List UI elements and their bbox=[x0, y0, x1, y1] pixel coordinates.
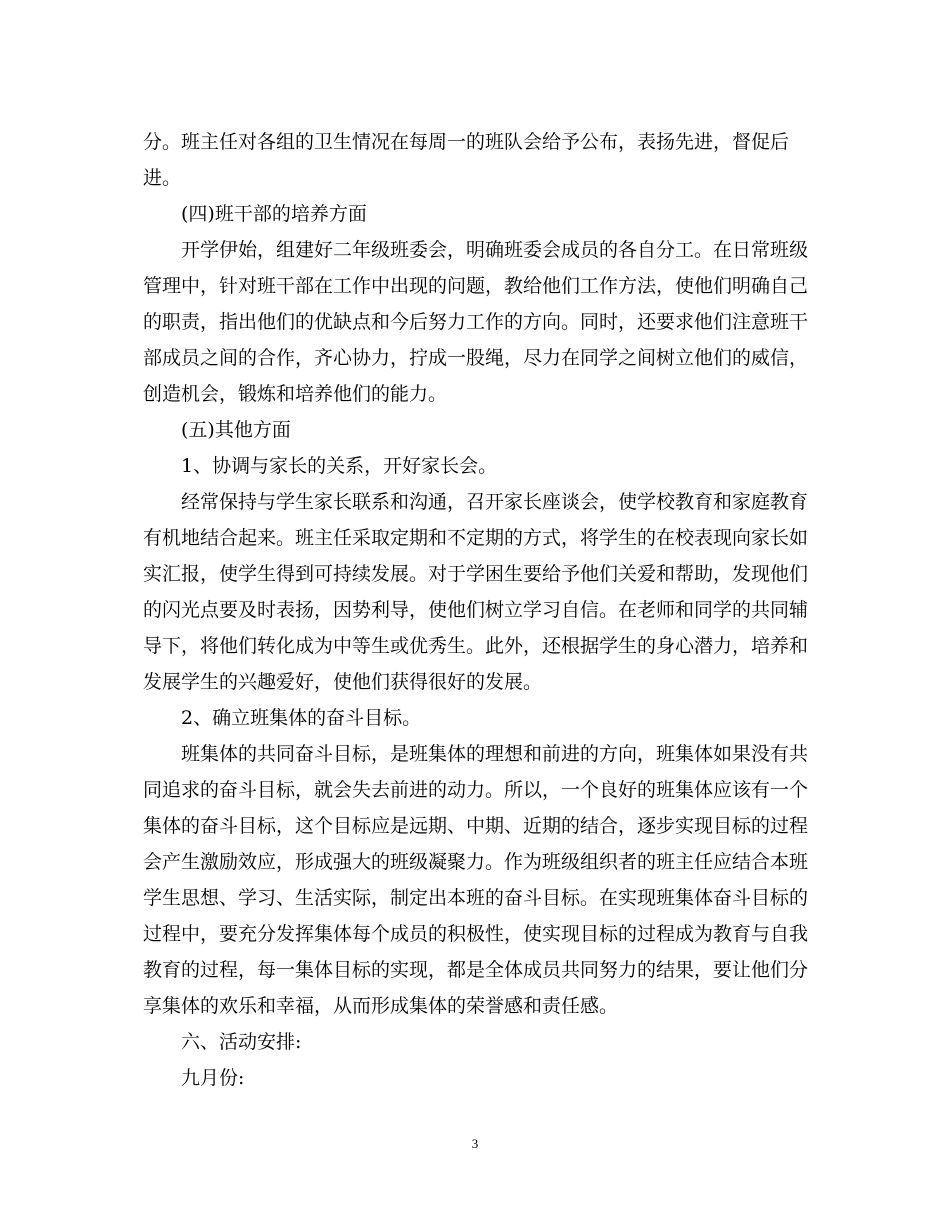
text-line: 九月份: bbox=[181, 1067, 245, 1089]
text-line: 经常保持与学生家长联系和沟通，召开家长座谈会，使学校教育和家庭教育 bbox=[181, 491, 809, 513]
text-line: 创造机会，锻炼和培养他们的能力。 bbox=[143, 383, 448, 405]
section-heading: (五)其他方面 bbox=[181, 419, 291, 441]
text-line: 导下，将他们转化成为中等生或优秀生。此外，还根据学生的身心潜力，培养和 bbox=[143, 635, 809, 657]
text-line: 的闪光点要及时表扬，因势利导，使他们树立学习自信。在老师和同学的共同辅 bbox=[143, 599, 809, 621]
section-heading: 六、活动安排: bbox=[181, 1031, 302, 1053]
text-line: 有机地结合起来。班主任采取定期和不定期的方式，将学生的在校表现向家长如 bbox=[143, 527, 809, 549]
text-line: 部成员之间的合作，齐心协力，拧成一股绳，尽力在同学之间树立他们的威信， bbox=[143, 347, 809, 369]
text-line: 班集体的共同奋斗目标，是班集体的理想和前进的方向，班集体如果没有共 bbox=[181, 743, 809, 765]
text-line: 同追求的奋斗目标，就会失去前进的动力。所以，一个良好的班集体应该有一个 bbox=[143, 779, 809, 801]
text-line: 分。班主任对各组的卫生情况在每周一的班队会给予公布，表扬先进，督促后 bbox=[143, 131, 790, 153]
text-line: 会产生激励效应，形成强大的班级凝聚力。作为班级组织者的班主任应结合本班 bbox=[143, 851, 809, 873]
text-line: 学生思想、学习、生活实际，制定出本班的奋斗目标。在实现班集体奋斗目标的 bbox=[143, 887, 809, 909]
subsection-heading: 2、确立班集体的奋斗目标。 bbox=[181, 707, 422, 729]
subsection-heading: 1、协调与家长的关系，开好家长会。 bbox=[181, 455, 498, 477]
section-heading: (四)班干部的培养方面 bbox=[181, 203, 367, 225]
text-line: 过程中，要充分发挥集体每个成员的积极性，使实现目标的过程成为教育与自我 bbox=[143, 923, 809, 945]
text-line: 享集体的欢乐和幸福，从而形成集体的荣誉感和责任感。 bbox=[143, 995, 619, 1017]
text-line: 实汇报，使学生得到可持续发展。对于学困生要给予他们关爱和帮助，发现他们 bbox=[143, 563, 809, 585]
page-number: 3 bbox=[471, 1136, 479, 1151]
text-line: 发展学生的兴趣爱好，使他们获得很好的发展。 bbox=[143, 671, 543, 693]
text-line: 集体的奋斗目标，这个目标应是远期、中期、近期的结合，逐步实现目标的过程 bbox=[143, 815, 809, 837]
text-line: 的职责，指出他们的优缺点和今后努力工作的方向。同时，还要求他们注意班干 bbox=[143, 311, 809, 333]
text-line: 进。 bbox=[143, 167, 182, 189]
text-line: 管理中，针对班干部在工作中出现的问题，教给他们工作方法，使他们明确自己 bbox=[143, 275, 809, 297]
text-line: 教育的过程，每一集体目标的实现，都是全体成员共同努力的结果，要让他们分 bbox=[143, 959, 809, 981]
document-body bbox=[143, 124, 808, 1096]
text-line: 开学伊始，组建好二年级班委会，明确班委会成员的各自分工。在日常班级 bbox=[181, 239, 809, 261]
